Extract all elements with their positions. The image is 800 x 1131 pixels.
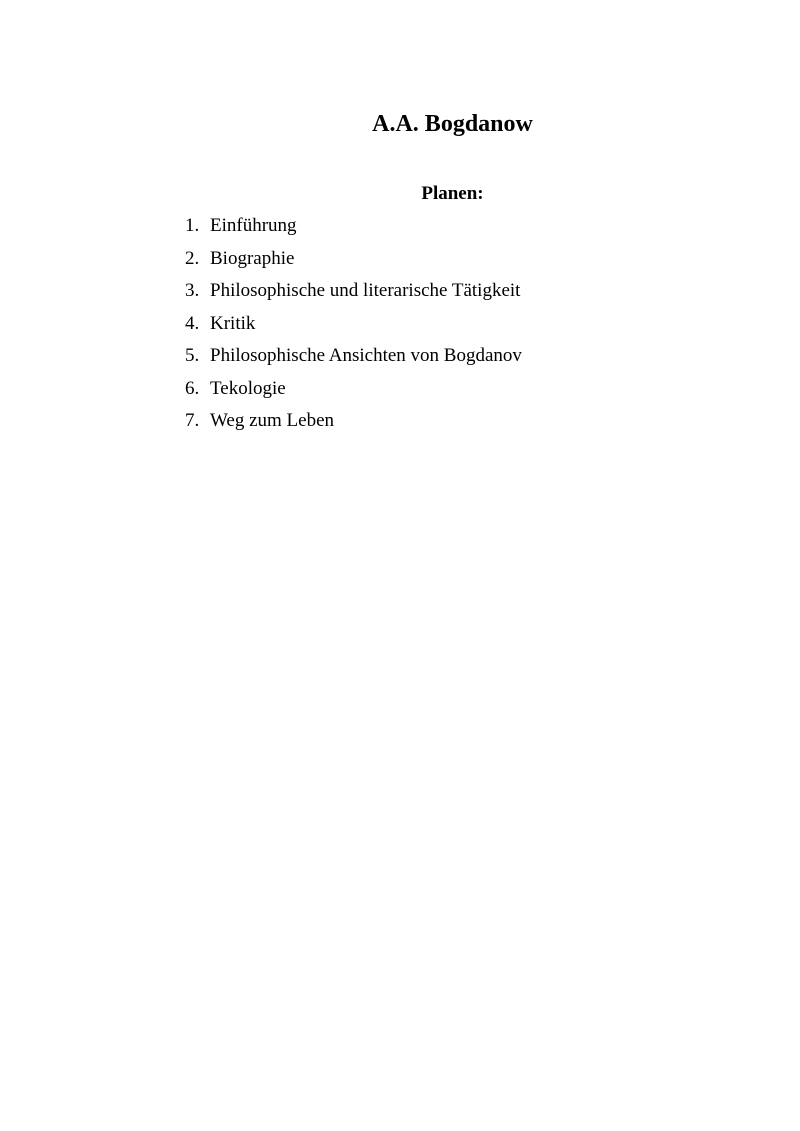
plan-item-text: Kritik [210, 312, 256, 334]
plan-item-text: Philosophische Ansichten von Bogdanov [210, 345, 522, 366]
plan-list-item [185, 243, 522, 276]
plan-heading: Planen: [421, 183, 484, 204]
plan-list [185, 210, 522, 438]
plan-item-number: 2. [185, 247, 200, 269]
plan-item-number: 6. [185, 377, 200, 399]
plan-list-item [185, 373, 522, 406]
plan-item-text: Biographie [210, 247, 295, 269]
plan-item-text: Philosophische und literarische Tätigkeit [210, 280, 521, 301]
plan-item-text: Weg zum Leben [210, 410, 335, 431]
plan-list-item [185, 340, 522, 373]
plan-list-item [185, 308, 522, 341]
plan-item-number: 7. [185, 410, 200, 431]
plan-item-number: 1. [185, 215, 200, 236]
plan-list-item [185, 275, 522, 308]
plan-item-text: Tekologie [210, 377, 286, 399]
plan-item-number: 4. [185, 312, 200, 334]
plan-item-text: Einführung [210, 215, 297, 236]
plan-list-item [185, 210, 522, 243]
plan-list-item [185, 405, 522, 438]
plan-item-number: 5. [185, 345, 200, 366]
document-title: A.A. Bogdanow [372, 111, 533, 137]
plan-item-number: 3. [185, 280, 200, 301]
